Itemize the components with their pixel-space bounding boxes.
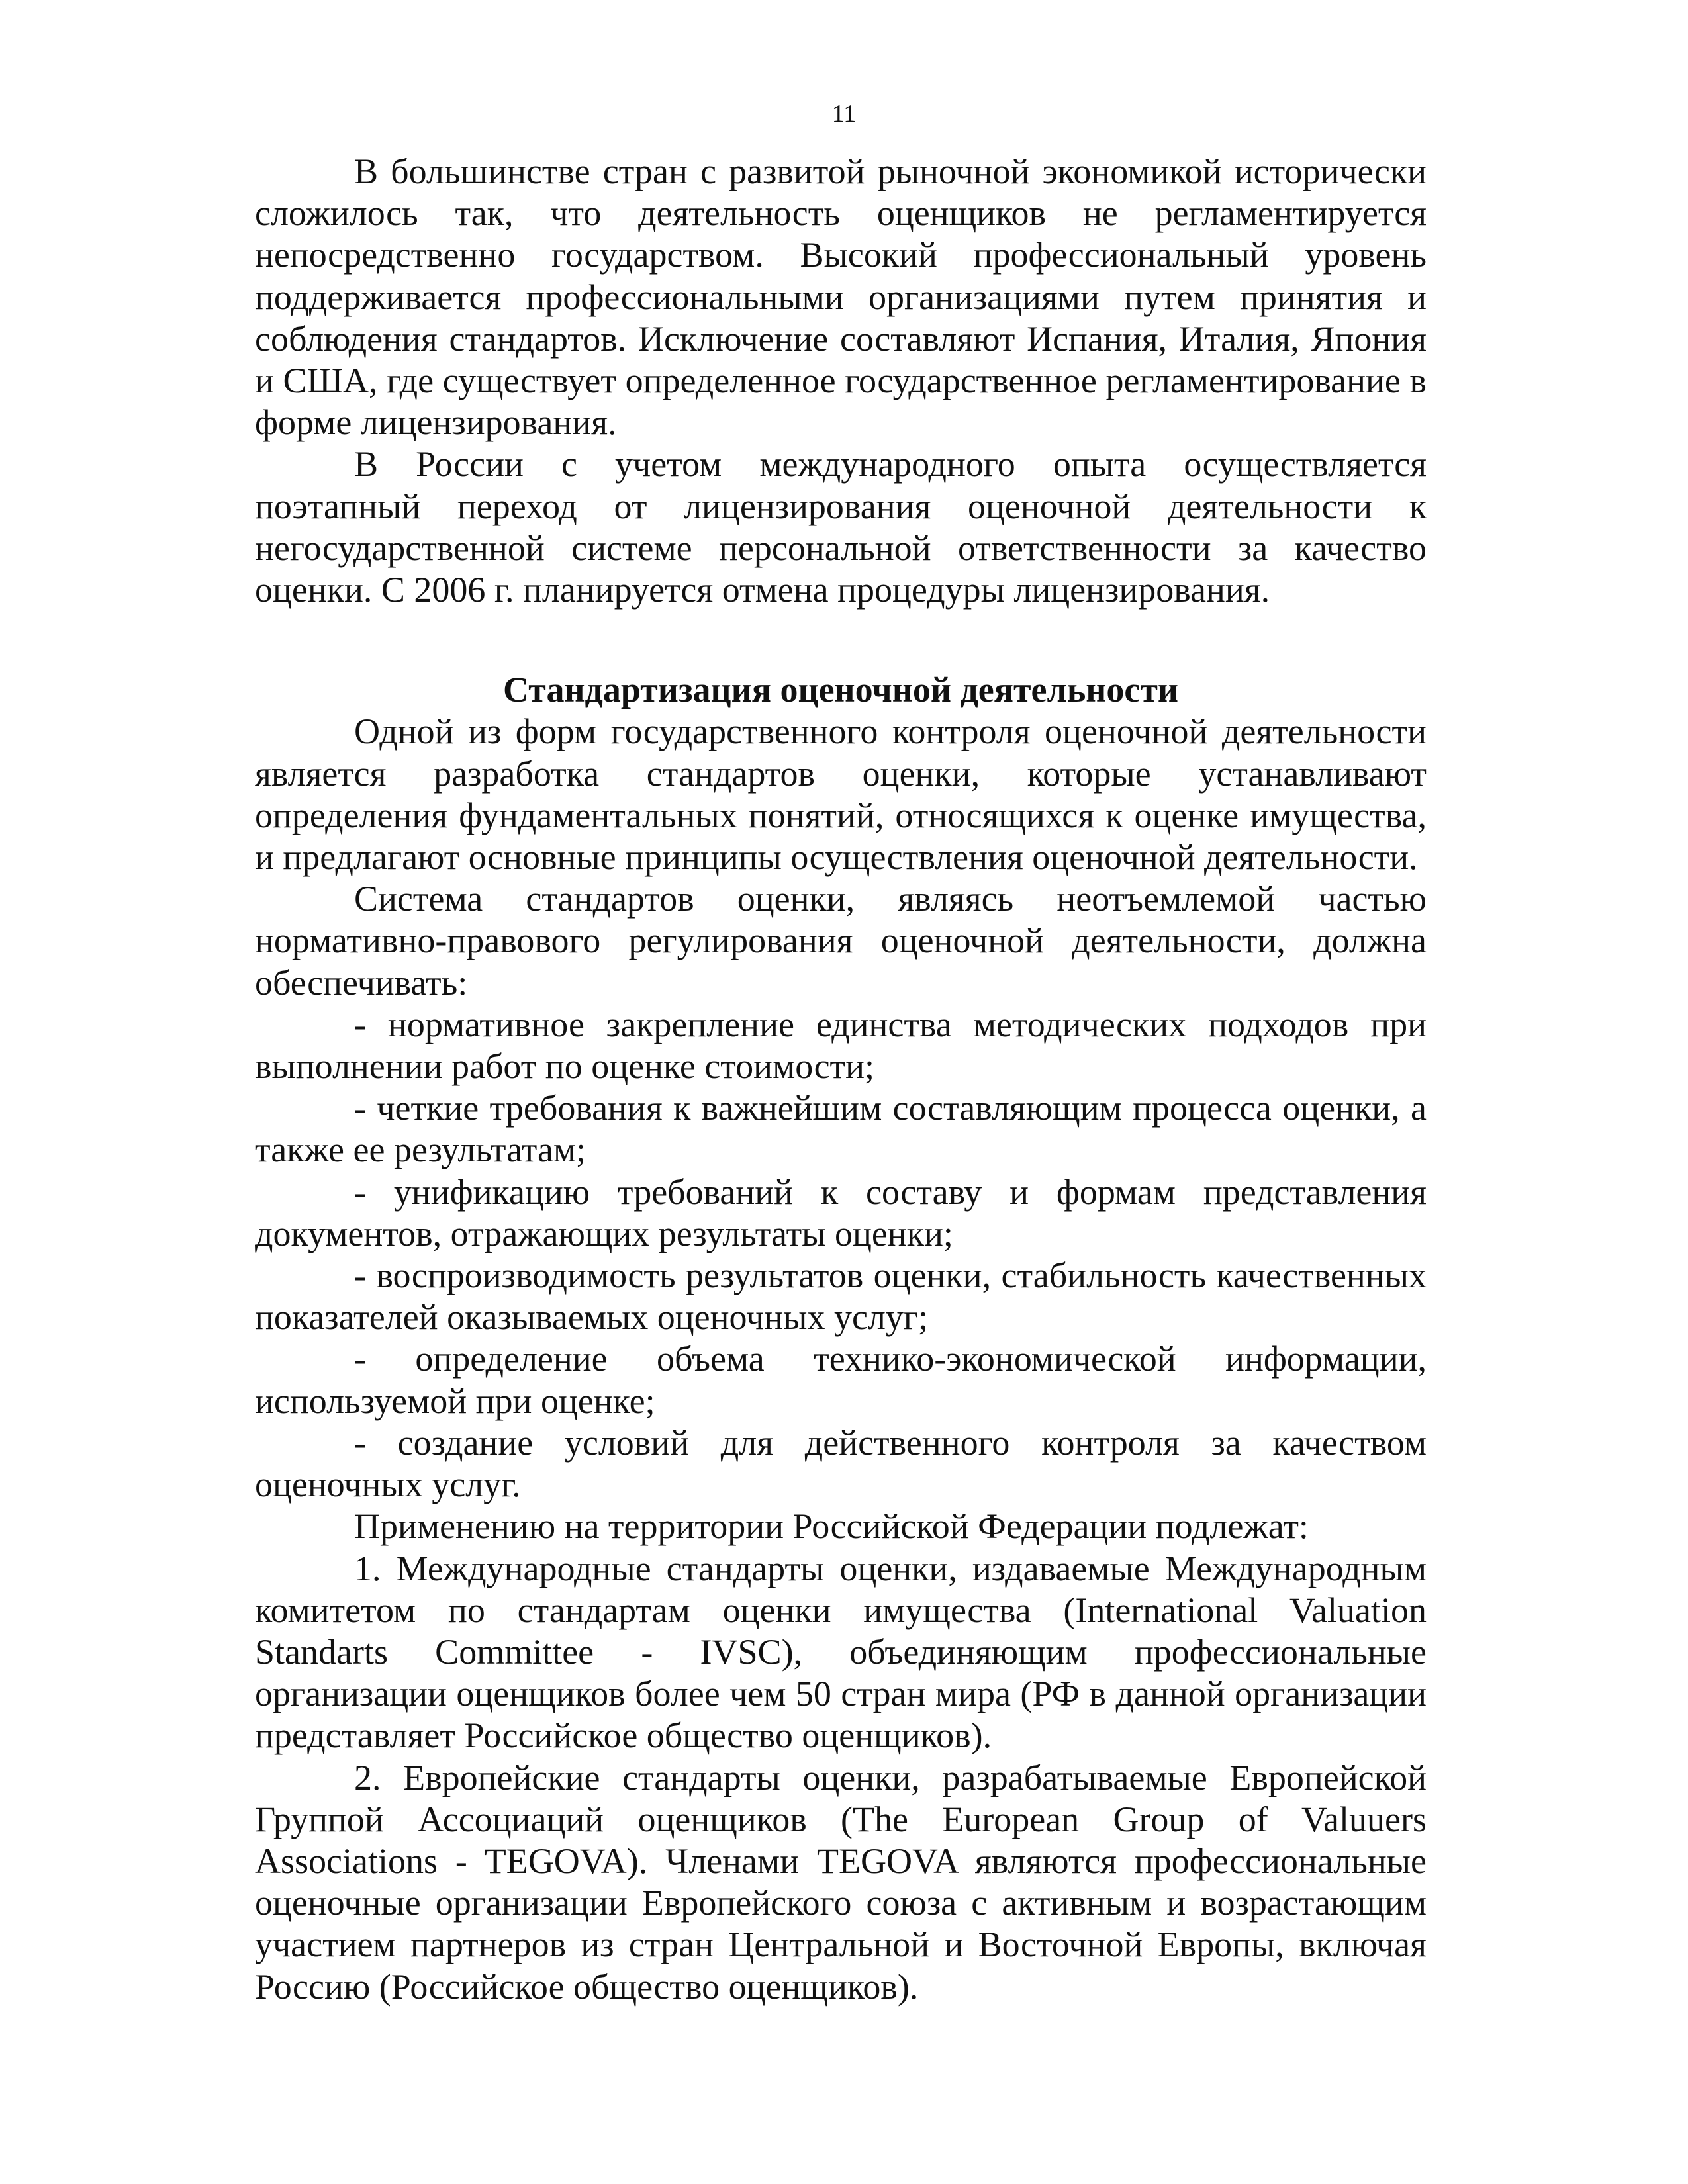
- list-item: - нормативное закрепление единства методических подходов при выполнении работ по оценке стоимости;: [255, 1004, 1427, 1087]
- page-number: 11: [831, 100, 857, 128]
- document-body: [255, 151, 1427, 2008]
- list-item: - определение объема технико-экономической информации, используемой при оценке;: [255, 1339, 1427, 1421]
- paragraph: В России с учетом международного опыта осуществляется поэтапный переход от лицензирования оценочной деятельности к негосударственной системе персональной ответственности за качество оценки. С 2006 г. планируется отмена процедуры лицензирования.: [255, 444, 1427, 610]
- paragraph: Система стандартов оценки, являясь неотъемлемой частью нормативно-правового регулирования оценочной деятельности, должна обеспечивать:: [255, 879, 1427, 1003]
- section-heading: Стандартизация оценочной деятельности: [502, 670, 1179, 710]
- list-item: - воспроизводимость результатов оценки, стабильность качественных показателей оказываемых оценочных услуг;: [255, 1255, 1427, 1338]
- numbered-item: 2. Европейские стандарты оценки, разрабатываемые Европейской Группой Ассоциаций оценщиков (The European Group of Valuuers Associations - TEGOVA). Членами TEGOVA являются профессиональные оценочные организации Европейского союза с активным и возрастающим участием партнеров из стран Центральной и Восточной Европы, включая Россию (Российское общество оценщиков).: [255, 1757, 1427, 2007]
- paragraph: В большинстве стран с развитой рыночной экономикой исторически сложилось так, что деятельность оценщиков не регламентируется непосредственно государством. Высокий профессиональный уровень поддерживается профессиональными организациями путем принятия и соблюдения стандартов. Исключение составляют Испания, Италия, Япония и США, где существует определенное государственное регламентирование в форме лицензирования.: [255, 152, 1427, 443]
- list-item: - создание условий для действенного контроля за качеством оценочных услуг.: [255, 1422, 1427, 1505]
- paragraph: Одной из форм государственного контроля оценочной деятельности является разработка стандартов оценки, которые устанавливают определения фундаментальных понятий, относящихся к оценке имущества, и предлагают основные принципы осуществления оценочной деятельности.: [255, 711, 1427, 878]
- paragraph: Применению на территории Российской Федерации подлежат:: [354, 1506, 1309, 1547]
- numbered-item: 1. Международные стандарты оценки, издаваемые Международным комитетом по стандартам оценки имущества (International Valuation Standarts Committee - IVSC), объединяющим профессиональные организации оценщиков более чем 50 стран мира (РФ в данной организации представляет Российское общество оценщиков).: [255, 1548, 1427, 1756]
- list-item: - унификацию требований к составу и формам представления документов, отражающих результаты оценки;: [255, 1171, 1427, 1253]
- list-item: - четкие требования к важнейшим составляющим процесса оценки, а также ее результатам;: [255, 1088, 1427, 1170]
